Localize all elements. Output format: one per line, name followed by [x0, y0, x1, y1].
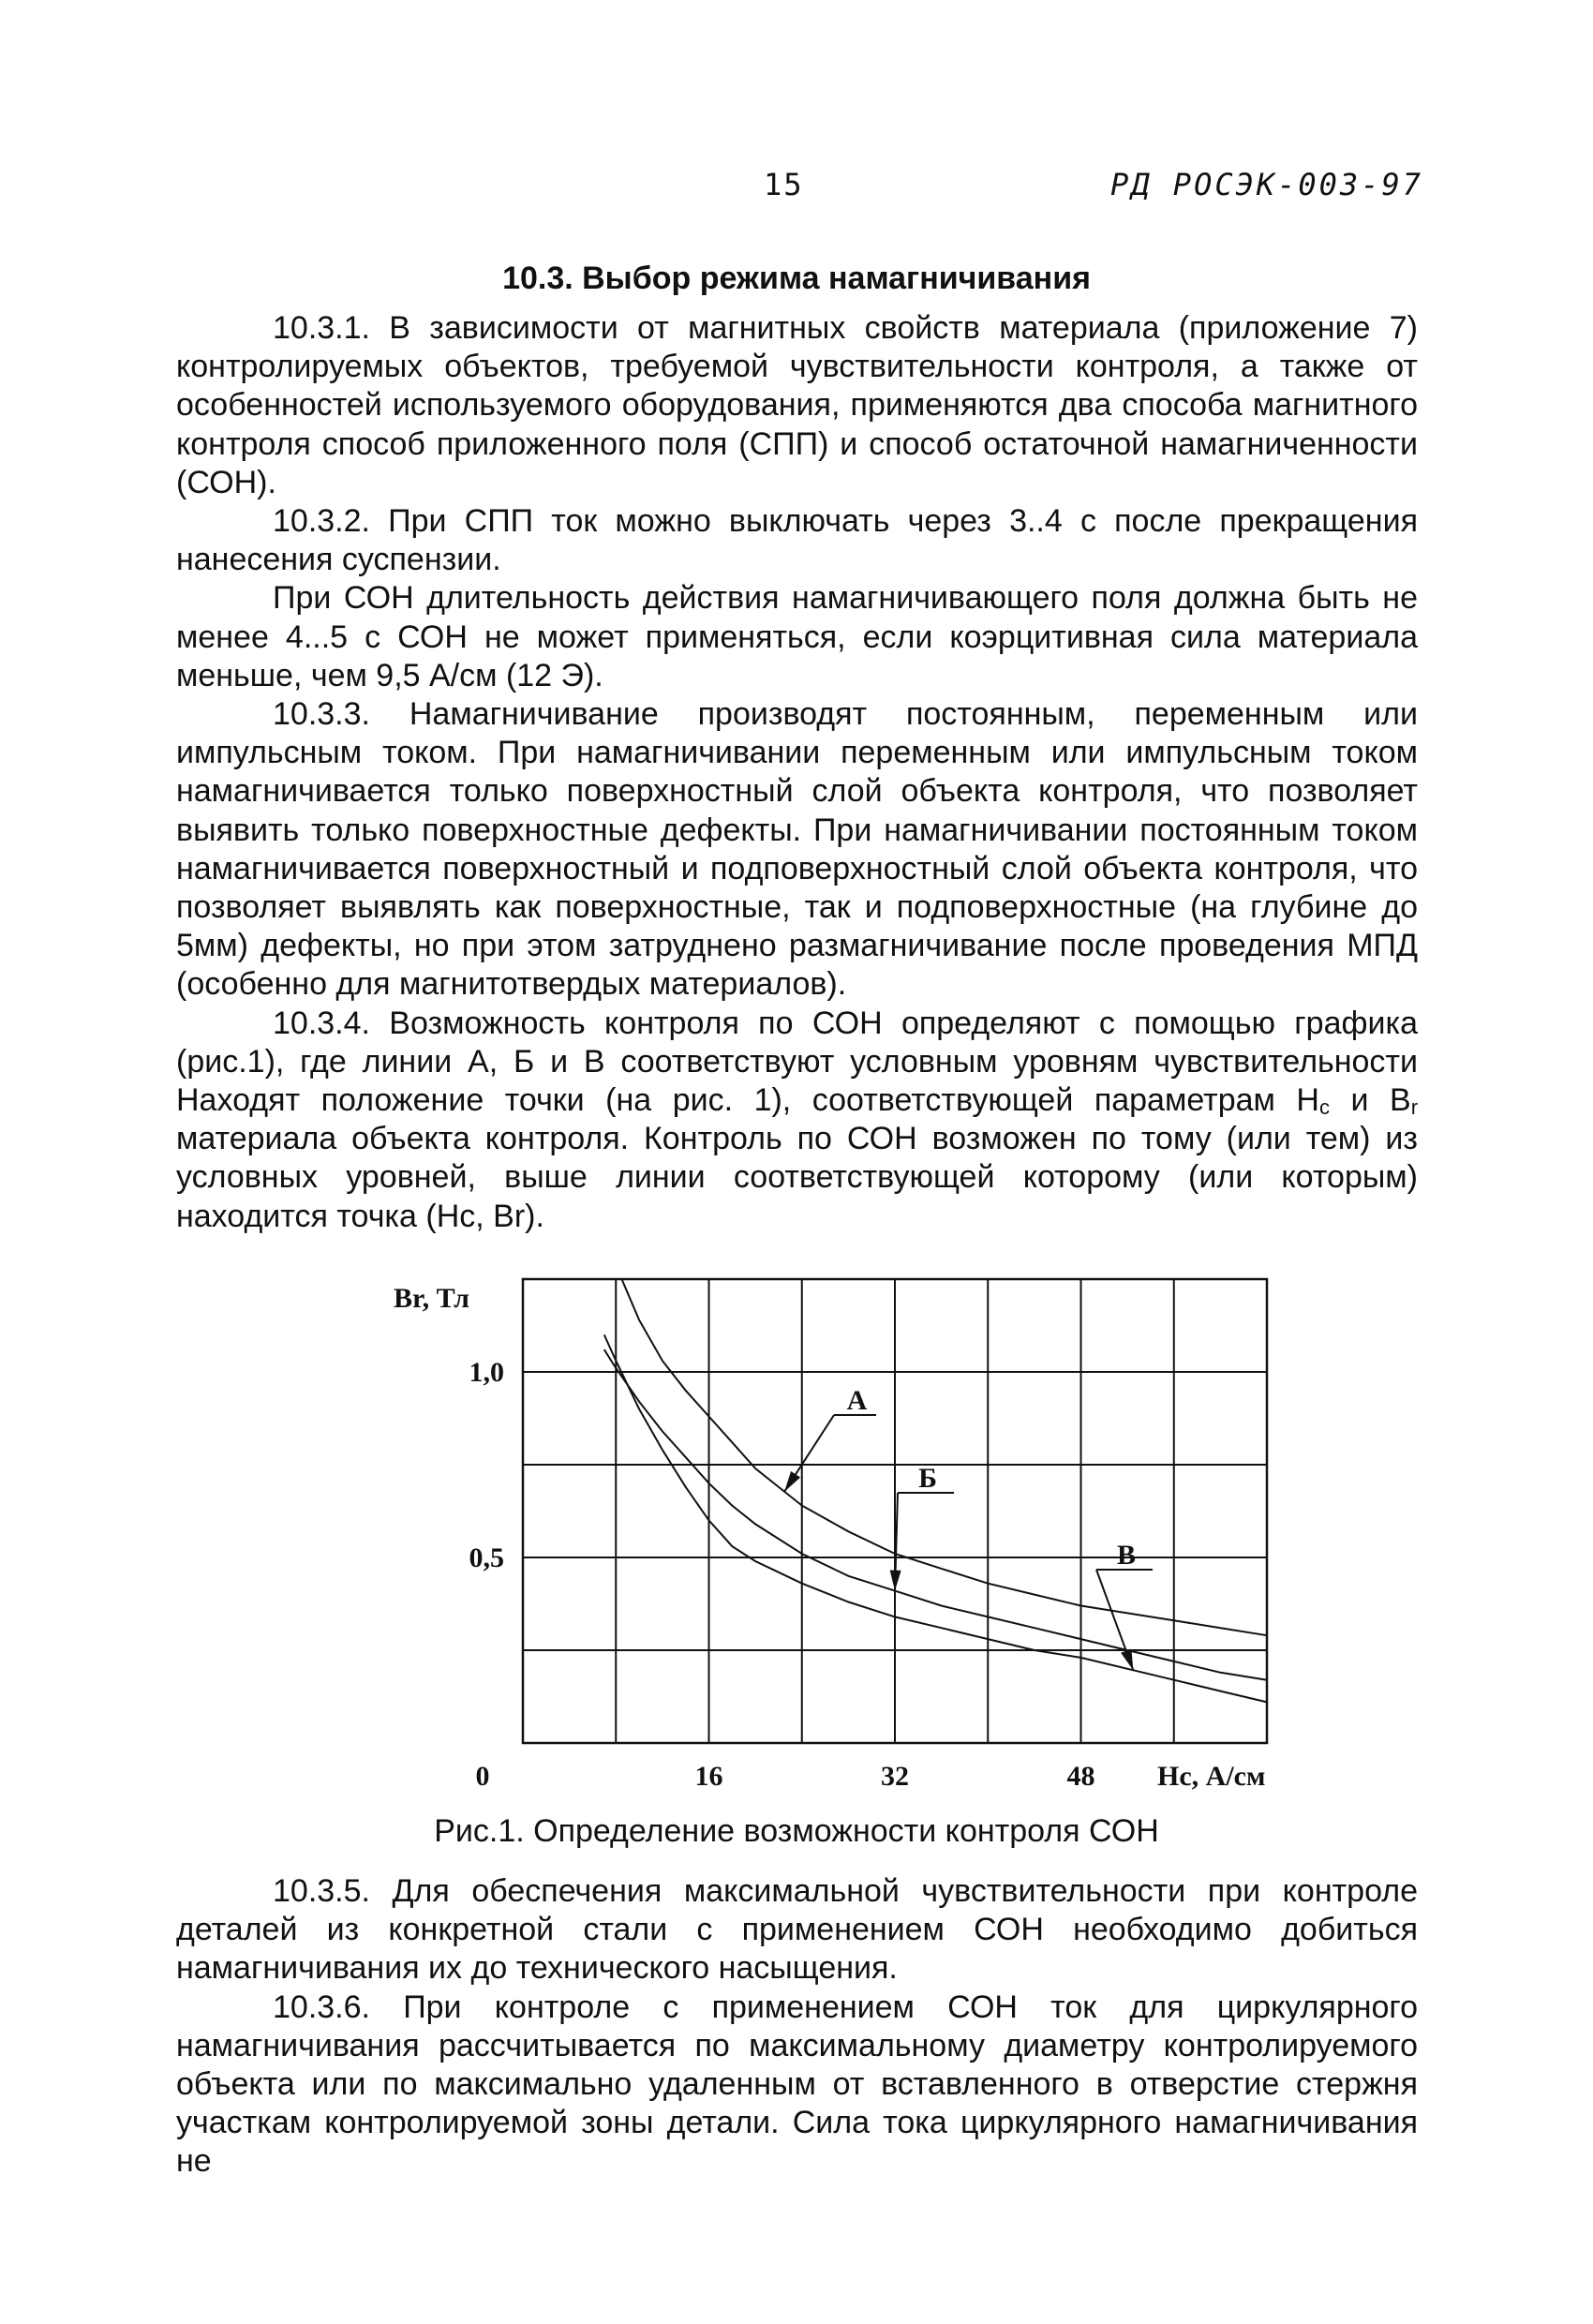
- paragraph-10-3-1: 10.3.1. В зависимости от магнитных свойств материала (приложение 7) контролируемых объектов, требуемой чувствительности контроля, а также от особенностей используемого оборудования, применяются два способа магнитного контроля способ приложенного поля (СПП) и способ остаточной намагниченности (СОН).: [176, 310, 1418, 500]
- chart-grid: [523, 1279, 1267, 1743]
- series-label: Б: [918, 1463, 937, 1494]
- x-tick-label: 48: [1066, 1761, 1095, 1792]
- y-tick-label: 0,5: [469, 1542, 504, 1573]
- x-tick-label: 32: [881, 1761, 909, 1792]
- paragraph-10-3-5: 10.3.5. Для обеспечения максимальной чувствительности при контроле деталей из конкретной стали с применением СОН необходимо добиться намагничивания их до технического насыщения.: [176, 1873, 1418, 1987]
- series-label: А: [846, 1385, 868, 1416]
- chart-labels: [394, 1283, 1265, 1792]
- curve-3: [604, 1334, 1267, 1702]
- x-tick-label: 16: [694, 1761, 723, 1792]
- hc-symbol: $H_c$: [1296, 1082, 1330, 1120]
- figure-caption: Рис.1. Определение возможности контроля СОН: [434, 1813, 1159, 1849]
- paragraph-son-duration: При СОН длительность действия намагничивающего поля должна быть не менее 4...5 с СОН не может применяться, если коэрцитивная сила материала меньше, чем 9,5 А/см (12 Э).: [176, 580, 1418, 693]
- y-axis-label: Br, Тл: [394, 1283, 469, 1314]
- y-tick-label: 1,0: [469, 1357, 504, 1388]
- curve-2: [604, 1349, 1267, 1680]
- paragraph-10-3-2: 10.3.2. При СПП ток можно выключать через 3..4 с после прекращения нанесения суспензии.: [176, 503, 1418, 578]
- page-number: 15: [764, 167, 804, 202]
- leader-arrowhead: [890, 1570, 901, 1590]
- text-block-top: [176, 309, 1418, 1236]
- x-axis-label: Hс, А/см: [1157, 1761, 1266, 1792]
- sensitivity-chart: [394, 1270, 1274, 1799]
- paragraph-10-3-4: 10.3.4. Возможность контроля по СОН определяют с помощью графика (рис.1), где линии А, Б и В соответствуют условным уровням чувствительности Находят положение точки (на рис. 1), соответствующей параметрам $H_c$ и $B_r$ материала объекта контроля. Контроль по СОН возможен по тому (или тем) из условных уровней, выше линии соответствующей которому (или которым) находится точка (Hc, Br).: [176, 1005, 1419, 1234]
- paragraph-10-3-3: 10.3.3. Намагничивание производят постоянным, переменным или импульсным током. При намагничивании переменным или импульсным током намагничивается только поверхностный слой объекта контроля, что позволяет выявить только поверхностные дефекты. При намагничивании постоянным током намагничивается поверхностный и подповерхностный слой объекта контроля, что позволяет выявлять как поверхностные, так и подповерхностные (на глубине до 5мм) дефекты, но при этом затруднено размагничивание после проведения МПД (особенно для магнитотвердых материалов).: [176, 696, 1418, 1003]
- text-block-bottom: [176, 1872, 1418, 2182]
- series-label: В: [1116, 1540, 1137, 1571]
- point-symbol: (Hc, Br): [425, 1198, 536, 1234]
- x-tick-label: 0: [475, 1761, 490, 1792]
- paragraph-10-3-6: 10.3.6. При контроле с применением СОН ток для циркулярного намагничивания рассчитывается по максимальному диаметру контролируемого объекта или по максимально удаленным от вставленного в отверстие стержня участкам контролируемой зоны детали. Сила тока циркулярного намагничивания не: [176, 1989, 1418, 2180]
- leader-arrowhead: [784, 1471, 800, 1492]
- section-title: 10.3. Выбор режима намагничивания: [502, 261, 1091, 296]
- br-symbol: $B_r$: [1390, 1082, 1419, 1120]
- document-code: РД РОСЭК-003-97: [1110, 167, 1423, 202]
- curve-1: [622, 1279, 1268, 1635]
